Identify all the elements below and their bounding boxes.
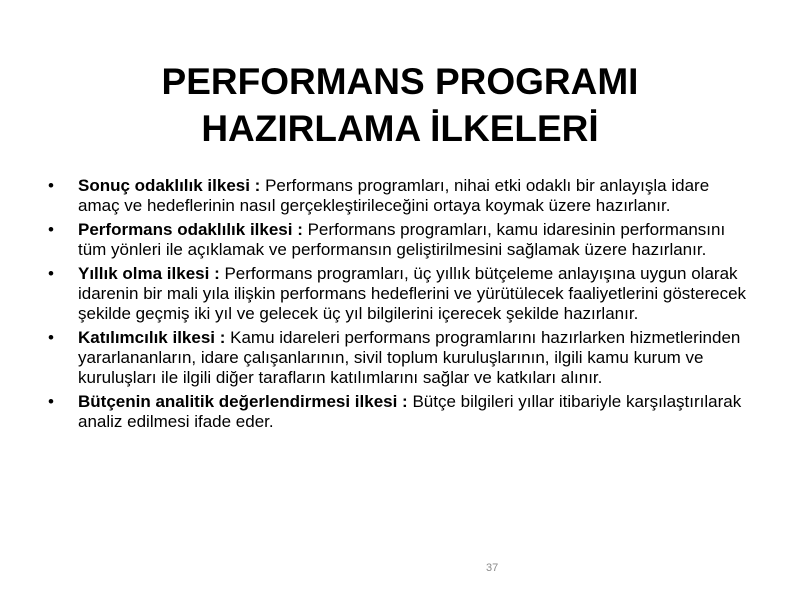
bullet-icon: • xyxy=(48,220,54,239)
principle-text: Performans programları, kamu idaresinin performansını tüm yönleri ile açıklamak ve performansın geliştirilmesini sağlamak üzere hazırlanır. xyxy=(78,220,726,259)
list-item xyxy=(48,176,748,216)
principle-term: Katılımcılık ilkesi : xyxy=(78,328,226,347)
bullet-icon: • xyxy=(48,264,54,283)
principle-text: Kamu idareleri performans programlarını hazırlarken hizmetlerinden yararlananların, idare çalışanlarının, sivil toplum kuruluşlarının, ilgili kamu kurum ve kuruluşları ile ilgili diğer tarafların katılımlarını sağlar ve katkıları alınır. xyxy=(78,328,741,387)
principle-term: Sonuç odaklılık ilkesi : xyxy=(78,176,261,195)
list-item xyxy=(48,328,748,388)
principle-text: Performans programları, nihai etki odaklı bir anlayışla idare amaç ve hedeflerinin nasıl gerçekleştirileceğini ortaya koymak üzere hazırlanır. xyxy=(78,176,710,215)
bullet-icon: • xyxy=(48,328,54,347)
principle-term: Performans odaklılık ilkesi : xyxy=(78,220,303,239)
slide-title-line-2: HAZIRLAMA İLKELERİ xyxy=(201,108,599,149)
bullet-icon: • xyxy=(48,392,54,411)
bullet-icon: • xyxy=(48,176,54,195)
principle-term: Bütçenin analitik değerlendirmesi ilkesi : xyxy=(78,392,408,411)
principle-text: Bütçe bilgileri yıllar itibariyle karşılaştırılarak analiz edilmesi ifade eder. xyxy=(78,392,742,431)
slide-title-line-1: PERFORMANS PROGRAMI xyxy=(161,61,639,102)
list-item xyxy=(48,392,748,432)
list-item xyxy=(48,264,748,324)
principles-list xyxy=(48,176,748,436)
principle-text: Performans programları, üç yıllık bütçeleme anlayışına uygun olarak idarenin bir mali yıla ilişkin performans hedeflerini ve yürütülecek faaliyetlerini gösterecek şekilde geçmiş iki yıl ve gelecek üç yıl bilgilerini içerecek şekilde hazırlanır. xyxy=(78,264,747,323)
principle-term: Yıllık olma ilkesi : xyxy=(78,264,220,283)
slide-title xyxy=(0,58,800,152)
list-item xyxy=(48,220,748,260)
page-number: 37 xyxy=(486,562,499,574)
